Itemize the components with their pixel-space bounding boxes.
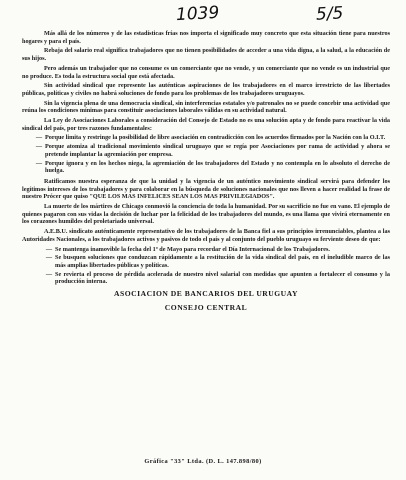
dash-bullet: — bbox=[35, 159, 42, 167]
list-item bbox=[22, 134, 390, 142]
list-item bbox=[22, 143, 390, 158]
paragraph: La muerte de los mártires de Chicago conmovió la conciencia de toda la humanidad. Por su sacrificio no fue en vano. El ejemplo de quienes pagaron con sus vidas la decisión de luchar por la felicidad de los trabajadores del mundo, es una llama que vivirá eternamente en los corazones humildes del proletariado universal. bbox=[22, 203, 390, 226]
dash-bullet: — bbox=[45, 245, 52, 253]
list-item-text: Porque limita y restringe la posibilidad de libre asociación en contradicción con los acuerdos firmados por la Nación con la O.I.T. bbox=[45, 134, 386, 142]
paragraph: Pero además un trabajador que no consume es un comerciante que no vende, y un comerciante que no vende es un industrial que no produce. Es toda la estructura social que está afectada. bbox=[22, 64, 390, 80]
dash-bullet: — bbox=[45, 270, 52, 278]
list-item-text: Porque ignora y en los hechos niega, la agremiación de los trabajadores del Estado y no contempla en lo absoluto el derecho de huelga. bbox=[45, 159, 390, 175]
paragraph: Más allá de los números y de las estadísticas frías nos importa el significado muy concreto que esta situación tiene para nuestros hogares y para el país. bbox=[22, 30, 390, 45]
paragraph: A.E.B.U. sindicato auténticamente representativo de los trabajadores de la Banca fiel a sus principios irrenunciables, plantea a las Autoridades Nacionales, a los trabajadores activos y pasivos de todo el país y al conjunto del pueblo uruguayo su ferviente deseo de que: bbox=[22, 228, 390, 243]
list-item bbox=[22, 160, 390, 175]
list-item bbox=[32, 271, 390, 286]
paragraph: La Ley de Asociaciones Laborales a consideración del Consejo de Estado no es una solución apta y de fondo para reactivar la vida sindical del país, por tres razones fundamentales: bbox=[22, 117, 390, 132]
wishes-list bbox=[22, 246, 390, 287]
handwritten-number: 1039 bbox=[175, 2, 220, 26]
list-item-text: Se revierta el proceso de pérdida acelerada de nuestro nivel salarial con medidas que apunten a fortalecer el consumo y la producción interna. bbox=[55, 270, 390, 286]
dash-bullet: — bbox=[35, 134, 42, 142]
paragraph: Sin la vigencia plena de una democracia sindical, sin interferencias estatales y/o patronales no se puede concebir una actividad que reúna los condiciones mínimas para constituir asociaciones laborales válidas en su actividad natural. bbox=[22, 99, 390, 115]
dash-bullet: — bbox=[35, 143, 42, 151]
printer-footer: Gráfica "33" Ltda. (D. L. 147.898/80) bbox=[144, 458, 262, 465]
document-body bbox=[22, 30, 390, 312]
signature-council: CONSEJO CENTRAL bbox=[164, 302, 248, 312]
signature-organization: ASOCIACION DE BANCARIOS DEL URUGUAY bbox=[114, 289, 298, 299]
paragraph: Ratificamos nuestra esperanza de que la unidad y la vigencia de un auténtico movimiento sindical servirá para defender los legítimos intereses de los trabajadores y para colaborar en la búsqueda de soluciones nacionales que nos lleven a hacer realidad la frase de nuestro Prócer que quiso "QUE LOS MAS INFELICES SEAN LOS MAS PRIVILEGIADOS". bbox=[22, 177, 390, 201]
list-item-text: Porque atomiza al tradicional movimiento sindical uruguayo que se regía por Asociaciones por rama de actividad y ahora se pretende implantar la agremiación por empresa. bbox=[45, 143, 390, 158]
dash-bullet: — bbox=[45, 254, 52, 262]
handwritten-page-mark: 5/5 bbox=[315, 3, 344, 25]
list-item bbox=[32, 246, 390, 254]
list-item-text: Se mantenga inamovible la fecha del 1º de Mayo para recordar el Día Internacional de los Trabajadores. bbox=[55, 245, 330, 253]
paragraph: Rebaja del salario real significa trabajadores que no tienen posibilidades de acceder a una vida digna, a la salud, a la educación de sus hijos. bbox=[22, 47, 390, 63]
list-item-text: Se busquen soluciones que conduzcan rápidamente a la restitución de la vida sindical del país, en el ineludible marco de las más amplias libertades públicas y políticas. bbox=[55, 254, 390, 269]
paragraph: Sin actividad sindical que represente las auténticas aspiraciones de los trabajadores en el marco irrestricto de las libertades públicas, políticas y civiles no habrá soluciones de fondo para los problemas de los trabajadores uruguayos. bbox=[22, 82, 390, 97]
reasons-list bbox=[22, 134, 390, 175]
list-item bbox=[32, 254, 390, 269]
